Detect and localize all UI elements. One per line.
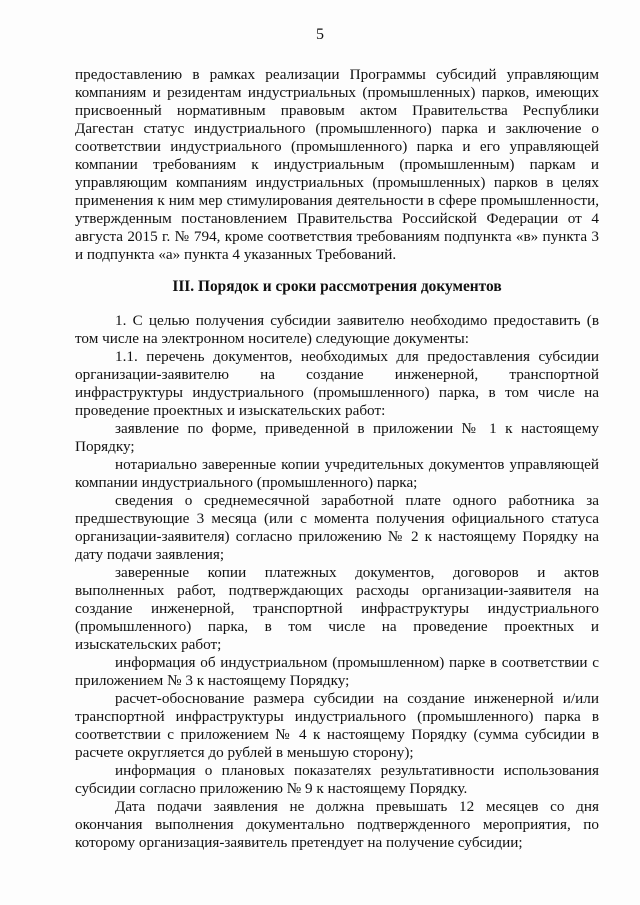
paragraph-1-1: 1.1. перечень документов, необходимых для предоставления субсидии организации-заявителю на создание инженерной, транспортной инфраструктуры индустриального (промышленного) парка, в том числе на проведение проектных и изыскательских работ: (75, 348, 599, 419)
intro-paragraph: предоставлению в рамках реализации Программы субсидий управляющим компаниям и резидентам индустриальных (промышленных) парков, имеющих присвоенный нормативным правовым актом Правительства Республики Дагестан статус индустриального (промышленного) парка и заключение о соответствии индустриального (промышленного) парка и его управляющей компании требованиям к индустриальным (промышленным) паркам и управляющим компаниям индустриальных (промышленных) парков в целях применения к ним мер стимулирования деятельности в сфере промышленности, утвержденным постановлением Правительства Российской Федерации от 4 августа 2015 г. № 794, кроме соответствия требованиям подпункта «в» пункта 3 и подпункта «а» пункта 4 указанных Требований. (75, 66, 599, 263)
list-item-payment-documents: заверенные копии платежных документов, договоров и актов выполненных работ, подтверждающих расходы организации-заявителя на создание инженерной, транспортной инфраструктуры индустриального (промышленного) парка, в том числе на проведение проектных и изыскательских работ; (75, 564, 599, 653)
page-number: 5 (316, 26, 324, 43)
list-item-application: заявление по форме, приведенной в приложении № 1 к настоящему Порядку; (75, 420, 599, 455)
paragraph-1: 1. С целью получения субсидии заявителю необходимо предоставить (в том числе на электронном носителе) следующие документы: (75, 312, 599, 347)
list-item-notarized-copies: нотариально заверенные копии учредительных документов управляющей компании индустриального (промышленного) парка; (75, 456, 599, 491)
paragraph-application-deadline: Дата подачи заявления не должна превышать 12 месяцев со дня окончания выполнения документально подтвержденного мероприятия, по которому организация-заявитель претендует на получение субсидии; (75, 798, 599, 851)
list-item-subsidy-calculation: расчет-обоснование размера субсидии на создание инженерной и/или транспортной инфраструктуры индустриального (промышленного) парка в соответствии с приложением № 4 к настоящему Порядку (сумма субсидии в расчете округляется до рублей в меньшую сторону); (75, 690, 599, 761)
list-item-salary-info: сведения о среднемесячной заработной плате одного работника за предшествующие 3 месяца (или с момента получения официального статуса организации-заявителя) согласно приложению № 2 к настоящему Порядку на дату подачи заявления; (75, 492, 599, 563)
document-body (75, 66, 599, 852)
list-item-performance-indicators: информация о плановых показателях результативности использования субсидии согласно приложению № 9 к настоящему Порядку. (75, 762, 599, 797)
section-heading: III. Порядок и сроки рассмотрения документов (172, 278, 502, 295)
list-item-park-info: информация об индустриальном (промышленном) парке в соответствии с приложением № 3 к настоящему Порядку; (75, 654, 599, 689)
